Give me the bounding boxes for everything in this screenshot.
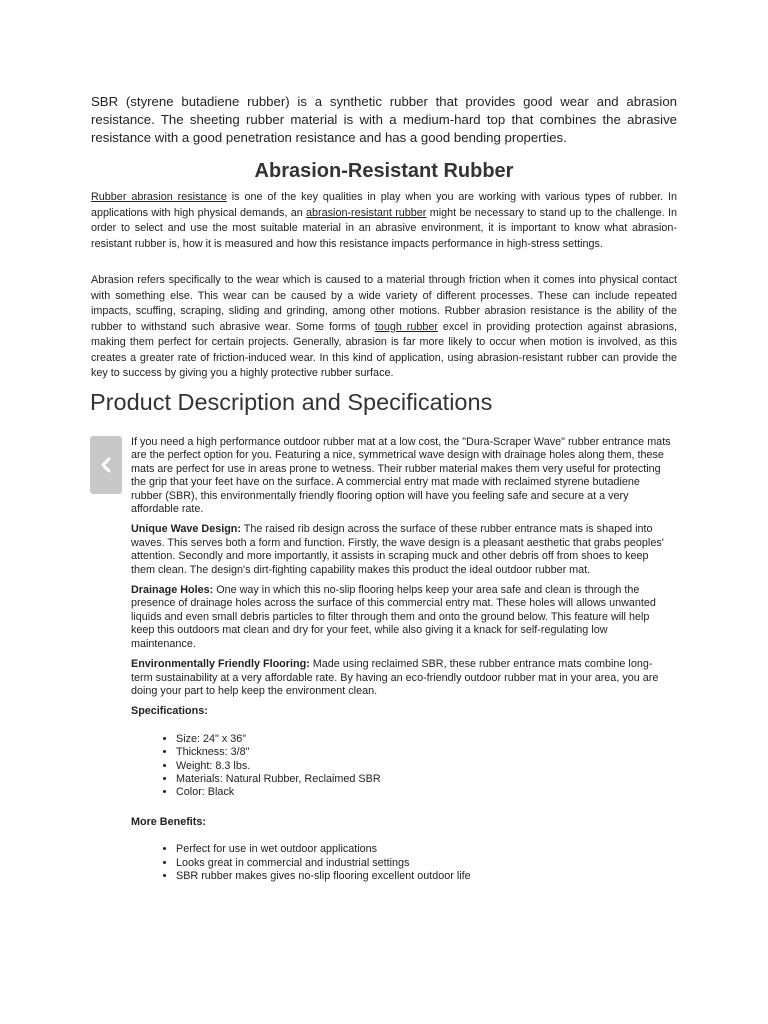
abrasion-resistant-rubber-link[interactable]: abrasion-resistant rubber (306, 206, 427, 219)
feature-text: The raised rib design across the surface of these rubber entrance mats is shaped into waves. This serves both a form and function. Firstly, the wave design is a pleasant aesthetic that grabs peoples' attention. Secondly and more importantly, it assists in scraping muck and other debris off from shoes to keep them clean. The design's dirt-fighting capability makes this product the ideal outdoor rubber mat. (131, 523, 664, 576)
paragraph-text: might be necessary to stand up to the challenge. In order to select and use the most suitable material in an abrasive environment, it is important to know what abrasion-resistant rubber is, how it is measured and how this resistance impacts performance in high-stress settings. (91, 206, 677, 250)
feature-wave-design (131, 523, 671, 577)
list-item: • Color: Black (176, 786, 671, 799)
specs-list (131, 733, 671, 800)
product-intro: If you need a high performance outdoor rubber mat at a low cost, the "Dura-Scraper Wave" rubber entrance mats are the perfect option for you. Featuring a nice, symmetrical wave design with drainage holes along them, these mats are perfect for use in areas prone to wetness. Their rubber material makes them very useful for protecting the grip that your feet have on the surface. A commercial entry mat made with reclaimed styrene butadiene rubber (SBR), this environmentally friendly flooring option will have you feeling safe and secure at a very affordable rate. (131, 436, 671, 516)
feature-drainage-holes (131, 584, 671, 651)
feature-text: Made using reclaimed SBR, these rubber entrance mats combine long-term sustainability at a very affordable rate. By having an eco-friendly outdoor rubber mat in your area, you are doing your part to help keep the environment clean. (131, 658, 659, 697)
feature-label: Drainage Holes: (131, 584, 214, 597)
carousel-prev-button[interactable] (90, 436, 122, 494)
tough-rubber-link[interactable]: tough rubber (374, 320, 438, 333)
abrasion-paragraph-1 (91, 190, 677, 252)
list-item: • Materials: Natural Rubber, Reclaimed SBR (176, 773, 671, 786)
list-item: • SBR rubber makes gives no-slip flooring excellent outdoor life (176, 870, 671, 883)
list-item: • Size: 24" x 36" (176, 733, 671, 746)
benefits-heading: More Benefits: (131, 815, 206, 828)
feature-label: Environmentally Friendly Flooring: (131, 658, 310, 671)
product-description (131, 436, 671, 899)
paragraph-text: Abrasion refers specifically to the wear which is caused to a material through friction when it comes into physical contact with something else. This wear can be caused by a wide variety of different processes. These can include repeated impacts, scuffing, scraping, sliding and grinding, among other motions. Rubber abrasion resistance is the ability of the rubber to withstand such abrasive wear. Some forms of (91, 274, 677, 333)
abrasion-paragraph-2 (91, 273, 677, 382)
feature-eco-friendly (131, 658, 671, 698)
specs-heading: Specifications: (131, 705, 208, 718)
section-title-abrasion: Abrasion-Resistant Rubber (254, 160, 514, 182)
list-item: • Weight: 8.3 lbs. (176, 760, 671, 773)
feature-text: One way in which this no-slip flooring helps keep your area safe and clean is through the presence of drainage holes across the surface of this commercial entry mat. These holes will allows unwanted liquids and even small debris particles to filter through them and onto the ground below. This feature will help keep this outdoors mat clean and dry for your feet, while also giving it a knack for self-regulating low maintenance. (131, 584, 656, 650)
benefits-list (131, 843, 671, 883)
feature-label: Unique Wave Design: (131, 523, 241, 536)
list-item: • Thickness: 3/8" (176, 746, 671, 759)
section-title-product: Product Description and Specifications (90, 389, 493, 415)
chevron-left-icon (100, 457, 112, 473)
rubber-abrasion-resistance-link[interactable]: Rubber abrasion resistance (91, 191, 227, 203)
list-item: • Looks great in commercial and industrial settings (176, 857, 671, 870)
intro-paragraph: SBR (styrene butadiene rubber) is a synthetic rubber that provides good wear and abrasion resistance. The sheeting rubber material is with a medium-hard top that combines the abrasive resistance with a good penetration resistance and has a good bending properties. (91, 94, 677, 145)
paragraph-text: excel in providing protection against abrasions, making them perfect for certain projects. Generally, abrasion is far more likely to occur when motion is involved, as this creates a greater rate of friction-induced wear. In this kind of application, using abrasion-resistant rubber can provide the key to success by giving you a highly protective rubber surface. (91, 320, 678, 379)
list-item: • Perfect for use in wet outdoor applications (176, 843, 671, 856)
paragraph-text: is one of the key qualities in play when you are working with various types of rubber. In applications with high physical demands, an (91, 191, 677, 219)
